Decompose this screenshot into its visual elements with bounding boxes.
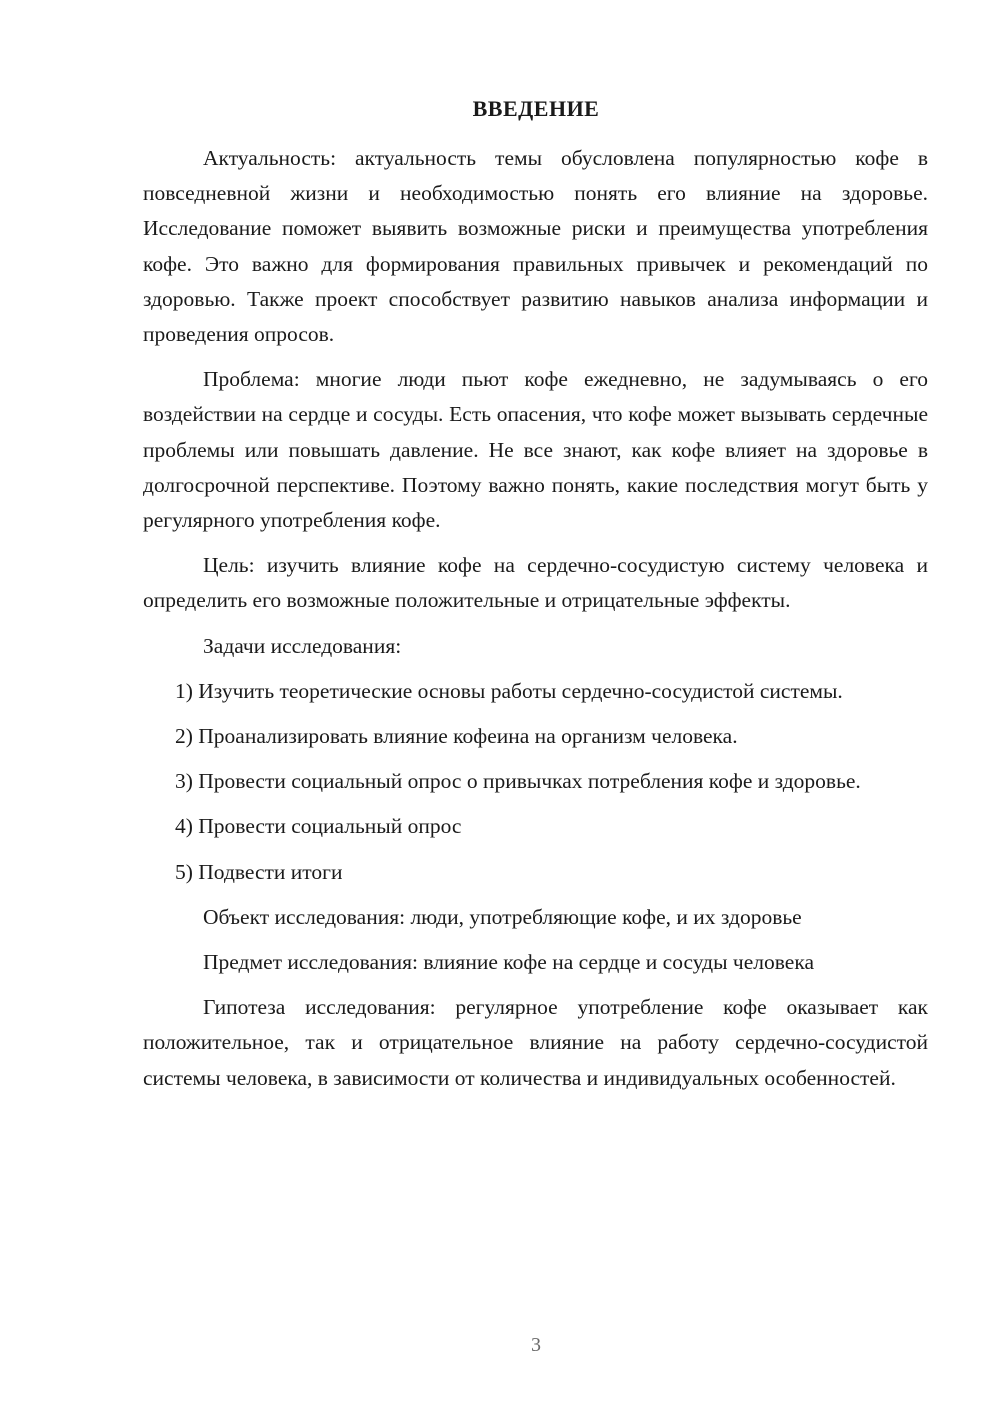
goal-paragraph: Цель: изучить влияние кофе на сердечно-сосудистую систему человека и определить его возможные положительные и отрицательные эффекты.	[143, 553, 928, 613]
section-title: ВВЕДЕНИЕ	[472, 96, 600, 121]
page-number: 3	[531, 1334, 541, 1356]
task-item-1: 1) Изучить теоретические основы работы сердечно-сосудистой системы.	[175, 678, 843, 703]
hypothesis-paragraph: Гипотеза исследования: регулярное употребление кофе оказывает как положительное, так и отрицательное влияние на работу сердечно-сосудистой системы человека, в зависимости от количества и индивидуальных особенностей.	[143, 995, 928, 1090]
document-body	[143, 141, 928, 1106]
subject-paragraph: Предмет исследования: влияние кофе на сердце и сосуды человека	[203, 950, 814, 975]
task-item-5: 5) Подвести итоги	[175, 859, 343, 884]
problem-paragraph: Проблема: многие люди пьют кофе ежедневно, не задумываясь о его воздействии на сердце и сосуды. Есть опасения, что кофе может вызывать сердечные проблемы или повышать давление. Не все знают, как кофе влияет на здоровье в долгосрочной перспективе. Поэтому важно понять, какие последствия могут быть у регулярного употребления кофе.	[143, 367, 928, 533]
task-item-4: 4) Провести социальный опрос	[175, 814, 462, 839]
task-item-2: 2) Проанализировать влияние кофеина на организм человека.	[175, 724, 738, 749]
relevance-paragraph: Актуальность: актуальность темы обусловлена популярностью кофе в повседневной жизни и необходимостью понять его влияние на здоровье. Исследование поможет выявить возможные риски и преимущества употребления кофе. Это важно для формирования правильных привычек и рекомендаций по здоровью. Также проект способствует развитию навыков анализа информации и проведения опросов.	[143, 146, 928, 347]
task-item-3: 3) Провести социальный опрос о привычках потребления кофе и здоровье.	[175, 769, 861, 794]
tasks-heading: Задачи исследования:	[203, 633, 402, 658]
object-paragraph: Объект исследования: люди, употребляющие кофе, и их здоровье	[203, 904, 802, 929]
